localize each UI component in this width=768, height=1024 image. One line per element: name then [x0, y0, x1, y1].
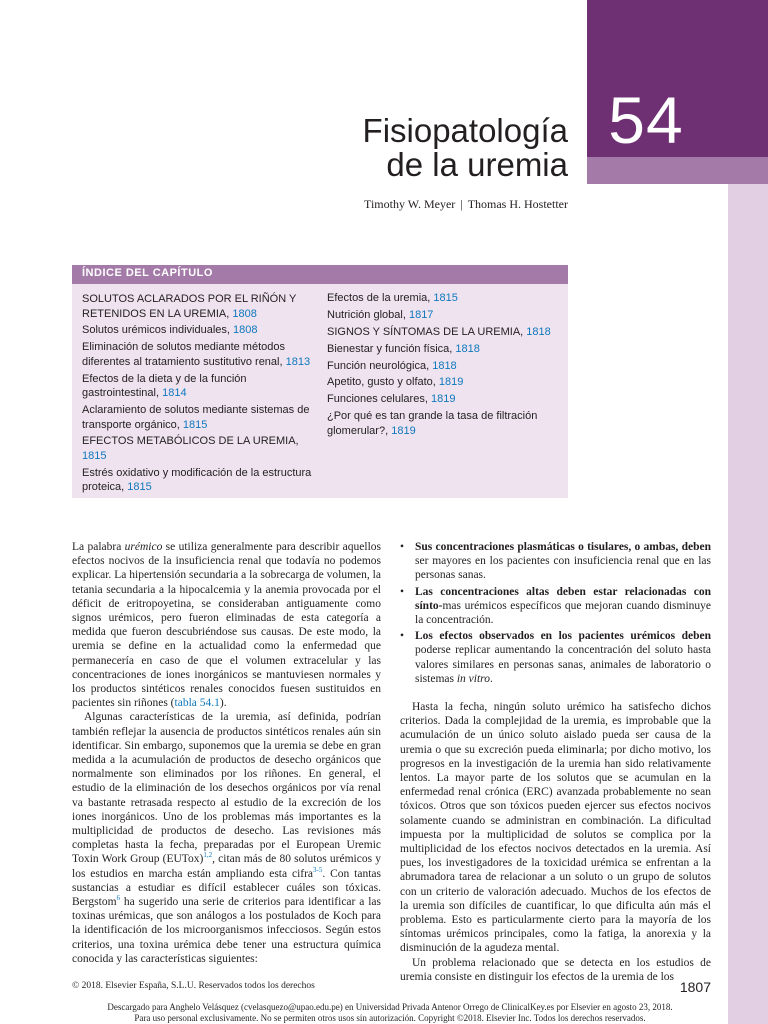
- index-entry-label: SIGNOS Y SÍNTOMAS DE LA UREMIA: [327, 325, 521, 338]
- index-entry-label: Función neurológica: [327, 359, 427, 372]
- bullet-lead: Sus concentraciones plasmáticas o tisulares, o ambas, deben: [415, 541, 711, 553]
- index-entry[interactable]: [327, 392, 562, 407]
- text: La palabra: [72, 541, 125, 553]
- index-entry-page-link[interactable]: , 1815: [82, 435, 299, 462]
- download-notice-line: Para uso personal exclusivamente. No se permiten otros usos sin autorización. Copyright ©2018. Elsevier Inc. Todos los derechos reservados.: [134, 1012, 646, 1023]
- text: . Con tantas sustancias a estudiar es difícil establecer cuáles son tóxicas. Bergstom: [72, 867, 382, 909]
- index-entry[interactable]: [327, 342, 562, 357]
- citation-link[interactable]: 3-5: [313, 865, 323, 874]
- index-entry-page-link[interactable]: , 1815: [177, 419, 208, 431]
- index-entry-label: SOLUTOS ACLARADOS POR EL RIÑÓN Y RETENIDOS EN LA UREMIA: [82, 293, 297, 320]
- index-entry[interactable]: [82, 372, 317, 401]
- bullet-text: mas urémicos específicos que mejoran cuando disminuye la concentración.: [415, 599, 711, 627]
- text: se utiliza generalmente para describir aquellos efectos nocivos de la insuficiencia renal que todavía no podemos explicar. La hipertensión secundaria a la sobrecarga de volumen, la tetania secundaria a la hipocalcemia y la anemia provocada por el déficit de eritropoyetina, se consideraban antiguamente como signos urémicos, pero fueron eliminadas de esta categoría a medida que fueron descubriéndose sus causas. De este modo, la uremia se define en la actualidad como la enfermedad que permanecería en caso de que el volumen extracelular y las concentraciones de iones inorgánicos se mantuviesen normales y los productos sintéticos renales conocidos fuesen sustituidos en pacientes sin riñones (: [72, 541, 381, 710]
- bullet-text: ser mayores en los pacientes con insuficiencia renal que en las personas sanas.: [415, 555, 711, 582]
- index-entry-label: Funciones celulares: [327, 393, 425, 406]
- page-side-band: [728, 184, 768, 1024]
- download-notice: [60, 1002, 720, 1023]
- paragraph: Hasta la fecha, ningún soluto urémico ha satisfecho dichos criterios. Dada la complejidad de la uremia, es improbable que la acumulación de un único soluto aislado pueda ser causa de la uremia o que su excreción pueda eliminarla; por dicho motivo, los progresos en la investigación de la uremia han sido relativamente lentos. La mayor parte de los solutos que se acumulan en la enfermedad renal crónica (ERC) avanzada probablemente no sean tóxicos. Otros que son tóxicos pueden ejercer sus efectos nocivos solamente cuando se administran en combinación. La dificultad impuesta por la multiplicidad de solutos se complica por la multiplicidad de los efectos nocivos detectados en la uremia. Así pues, los investigadores de la toxicidad urémica se enfrentan a la abrumadora tarea de relacionar a un soluto o un grupo de solutos con un criterio de valoración adecuado. Muchos de los efectos de la uremia son difíciles de cuantificar, lo que dificulta aún más el problema. Esto es particularmente cierto para la mayoría de los síntomas urémicos principales, como la fatiga, la anorexia y la disminución de la agudeza mental.: [400, 701, 711, 955]
- chapter-index-left-column: [82, 292, 317, 497]
- index-entry-page-link[interactable]: , 1815: [121, 481, 152, 493]
- index-entry[interactable]: [327, 308, 562, 323]
- index-entry[interactable]: [82, 340, 317, 369]
- index-entry[interactable]: [327, 359, 562, 374]
- text: ).: [219, 697, 227, 710]
- author-name: Timothy W. Meyer: [364, 197, 456, 211]
- index-entry-page-link[interactable]: , 1813: [280, 356, 311, 368]
- page-number: 1807: [679, 979, 711, 995]
- index-entry-label: ¿Por qué es tan grande la tasa de filtración glomerular?: [327, 410, 538, 437]
- emphasis: urémico: [124, 541, 163, 553]
- index-entry-page-link[interactable]: , 1819: [425, 393, 456, 405]
- index-entry-label: Efectos de la dieta y de la función gastrointestinal: [82, 372, 247, 400]
- text: , citan más de 80 solutos urémicos y los estudios en marcha están ampliando esta cifra: [72, 853, 381, 880]
- index-entry[interactable]: [82, 403, 317, 432]
- index-entry-page-link[interactable]: , 1818: [520, 326, 551, 338]
- index-entry-page-link[interactable]: , 1818: [426, 360, 457, 372]
- author-name: Thomas H. Hostetter: [467, 197, 568, 211]
- index-entry[interactable]: [82, 292, 317, 321]
- text: ha sugerido una serie de criterios para identificar a las toxinas urémicas, que son análogos a los postulados de Koch para la identificación de los microorganismos infecciosos. Según estos criterios, una toxina urémica debe tener una estructura química conocida y las características siguientes:: [72, 896, 381, 965]
- index-entry[interactable]: [327, 325, 562, 340]
- chapter-title-line1: Fisiopatología: [362, 112, 568, 149]
- emphasis: in vitro: [456, 672, 490, 685]
- copyright-notice: © 2018. Elsevier España, S.L.U. Reservados todos los derechos: [72, 981, 315, 991]
- index-entry-page-link[interactable]: , 1819: [433, 376, 464, 388]
- index-entry[interactable]: [327, 291, 562, 306]
- index-entry[interactable]: [327, 409, 562, 438]
- bullet-lead: Las concentraciones altas deben estar relacionadas con sínto-: [415, 585, 711, 612]
- criteria-list: [400, 540, 711, 686]
- index-entry-label: Eliminación de solutos mediante métodos diferentes al tratamiento sustitutivo renal: [82, 341, 286, 368]
- index-entry-label: Estrés oxidativo y modificación de la estructura proteica: [82, 466, 312, 494]
- chapter-title-line2: de la uremia: [386, 146, 568, 183]
- index-entry-label: Aclaramiento de solutos mediante sistemas de transporte orgánico: [82, 404, 310, 431]
- index-entry-label: Bienestar y función física: [327, 342, 450, 355]
- authors: [300, 197, 568, 212]
- bullet-text: .: [489, 672, 493, 685]
- chapter-tab-stripe: [587, 157, 768, 184]
- index-entry-page-link[interactable]: , 1815: [427, 292, 458, 304]
- list-item: [400, 585, 711, 628]
- body-column-right: [400, 540, 711, 984]
- index-entry-page-link[interactable]: , 1819: [385, 425, 416, 437]
- chapter-index-title: ÍNDICE DEL CAPÍTULO: [82, 267, 213, 279]
- index-entry[interactable]: [327, 375, 562, 390]
- index-entry-page-link[interactable]: , 1808: [227, 324, 258, 336]
- index-entry-page-link[interactable]: , 1814: [156, 387, 187, 399]
- bullet-lead: Los efectos observados en los pacientes urémicos deben: [415, 630, 711, 643]
- citation-link[interactable]: 6: [116, 894, 121, 903]
- index-entry-label: Solutos urémicos individuales: [82, 324, 227, 337]
- paragraph: Un problema relacionado que se detecta en los estudios de uremia consiste en distinguir los efectos de la uremia de los: [400, 956, 711, 983]
- index-entry-label: EFECTOS METABÓLICOS DE LA UREMIA: [82, 435, 296, 448]
- chapter-index-right-column: [327, 291, 562, 441]
- index-entry-label: Efectos de la uremia: [327, 292, 428, 304]
- index-entry[interactable]: [82, 323, 317, 338]
- download-notice-line: Descargado para Anghelo Velásquez (cvelasquezo@upao.edu.pe) en Universidad Privada Antenor Orrego de ClinicalKey.es por Elsevier en agosto 23, 2018.: [107, 1002, 673, 1012]
- index-entry[interactable]: [82, 434, 317, 463]
- index-entry[interactable]: [82, 466, 317, 495]
- index-entry-page-link[interactable]: , 1818: [449, 343, 480, 355]
- table-reference-link[interactable]: tabla 54.1: [174, 697, 220, 710]
- list-item: [400, 540, 711, 583]
- bullet-text: poderse replicar aumentando la concentración del soluto hasta valores similares en personas sanas, animales de laboratorio o sistemas: [415, 644, 711, 685]
- chapter-number: 54: [608, 83, 684, 157]
- list-item: [400, 629, 711, 686]
- text: Algunas características de la uremia, así definida, podrían también reflejar la ausencia de productos sintéticos renales aún sin identificar. Sin embargo, suponemos que la uremia se debe en gran medida a la acumulación de productos de desecho orgánicos que normalmente son eliminados por los riñones. En general, el estudio de la eliminación de los desechos orgánicos por vía renal va bastante retrasada respecto al estudio de la excreción de los iones inorgánicos. Uno de los problemas más importantes es la multiplicidad de productos de desecho. Las revisiones más completas hasta la fecha, preparadas por el European Uremic Toxin Work Group (EUTox): [72, 711, 381, 866]
- chapter-title: [300, 114, 568, 182]
- index-entry-page-link[interactable]: , 1808: [226, 308, 257, 320]
- index-entry-page-link[interactable]: , 1817: [403, 309, 434, 321]
- index-entry-label: Nutrición global: [327, 308, 403, 321]
- paragraph: [72, 710, 381, 966]
- author-separator: |: [460, 197, 463, 211]
- body-column-left: [72, 540, 381, 966]
- citation-link[interactable]: 1,2: [203, 851, 213, 860]
- paragraph: [72, 540, 381, 710]
- index-entry-label: Apetito, gusto y olfato: [327, 376, 433, 389]
